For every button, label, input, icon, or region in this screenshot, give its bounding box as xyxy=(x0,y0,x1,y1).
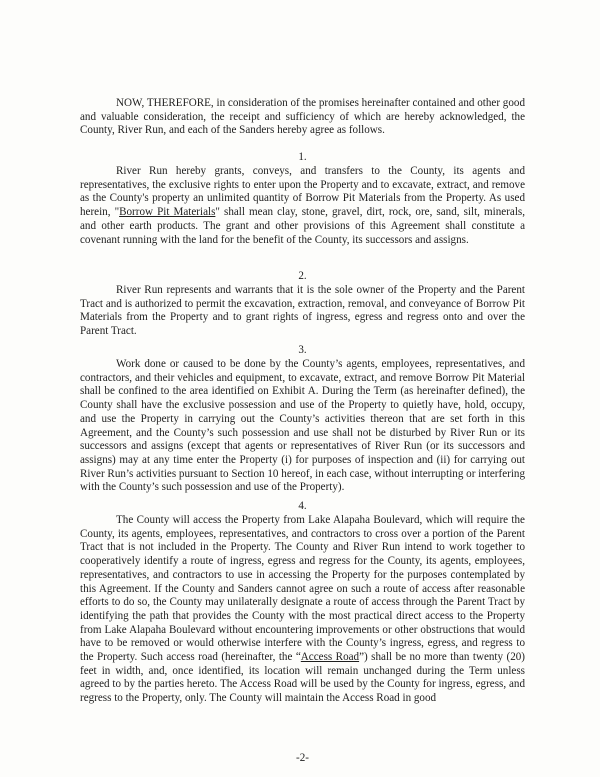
section-1-text-after: " shall mean clay, stone, gravel, dirt, rock, ore, sand, silt, minerals, and other earth products. The grant and other provisions of this Agreement shall constitute a covenant running with the land for the benefit of the County, its successors and assigns. xyxy=(80,206,526,246)
section-3-paragraph: Work done or caused to be done by the County’s agents, employees, representatives, and contractors, and their vehicles and equipment, to excavate, extract, and remove Borrow Pit Material shall be confined to the area identified on Exhibit A. During the Term (as hereinafter defined), the County shall have the exclusive possession and use of the Property to quietly have, hold, occupy, and use the Property in carrying out the County’s activities thereon that are set forth in this Agreement, and the County’s such possession and use shall not be disturbed by River Run or its successors and assigns (except that agents or representatives of River Run (or its successors and assigns) may at any time enter the Property (i) for purposes of inspection and (ii) for carrying out River Run’s activities pursuant to Section 10 hereof, in each case, without interrupting or interfering with the County’s such possession and use of the Property). xyxy=(80,358,525,494)
page-number: -2- xyxy=(296,752,309,764)
section-number-2: 2. xyxy=(298,270,307,282)
section-1-paragraph xyxy=(80,165,525,247)
intro-paragraph: NOW, THEREFORE, in consideration of the promises hereinafter contained and other good and valuable consideration, the receipt and sufficiency of which are hereby acknowledged, the County, River Run, and each of the Sanders hereby agree as follows. xyxy=(80,97,525,137)
section-1-text-before: River Run hereby grants, conveys, and transfers to the County, its agents and representatives, the exclusive rights to enter upon the Property and to excavate, extract, and remove as the County's property an unlimited quantity of Borrow Pit Materials from the Property. As used herein, " xyxy=(80,165,525,219)
defined-term-access-road: Access Road xyxy=(300,651,360,664)
section-number-1: 1. xyxy=(298,151,307,163)
section-2-paragraph: River Run represents and warrants that it is the sole owner of the Property and the Parent Tract and is authorized to permit the excavation, extraction, removal, and conveyance of Borrow Pit Materials from the Property and to grant rights of ingress, egress and regress onto and over the Parent Tract. xyxy=(80,284,525,338)
section-number-4: 4. xyxy=(298,500,307,512)
section-number-3: 3. xyxy=(298,344,307,356)
section-4-text-after: ”) shall be no more than twenty (20) feet in width, and, once identified, its location will remain unchanged during the Term unless agreed to by the parties hereto. The Access Road will be used by the County for ingress, egress, and regress to the Property, only. The County will maintain the Access Road in good xyxy=(80,651,526,705)
section-4-paragraph xyxy=(80,514,525,706)
section-4-text-before: The County will access the Property from Lake Alapaha Boulevard, which will require the County, its agents, employees, representatives, and contractors to cross over a portion of the Parent Tract that is not included in the Property. The County and River Run intend to work together to cooperatively identify a route of ingress, egress and regress for the County, its agents, employees, representatives, and contractors to use in accessing the Property for the purposes contemplated by this Agreement. If the County and Sanders cannot agree on such a route of access after reasonable efforts to do so, the County may unilaterally designate a route of access through the Parent Tract by identifying the path that provides the County with the most practical direct access to the Property from Lake Alapaha Boulevard without encountering improvements or other obstructions that would have to be removed or would otherwise interfere with the County’s ingress, egress, and regress to the Property. Such access road (hereinafter, the “ xyxy=(80,514,525,664)
defined-term-borrow-pit-materials: Borrow Pit Materials xyxy=(119,206,216,219)
